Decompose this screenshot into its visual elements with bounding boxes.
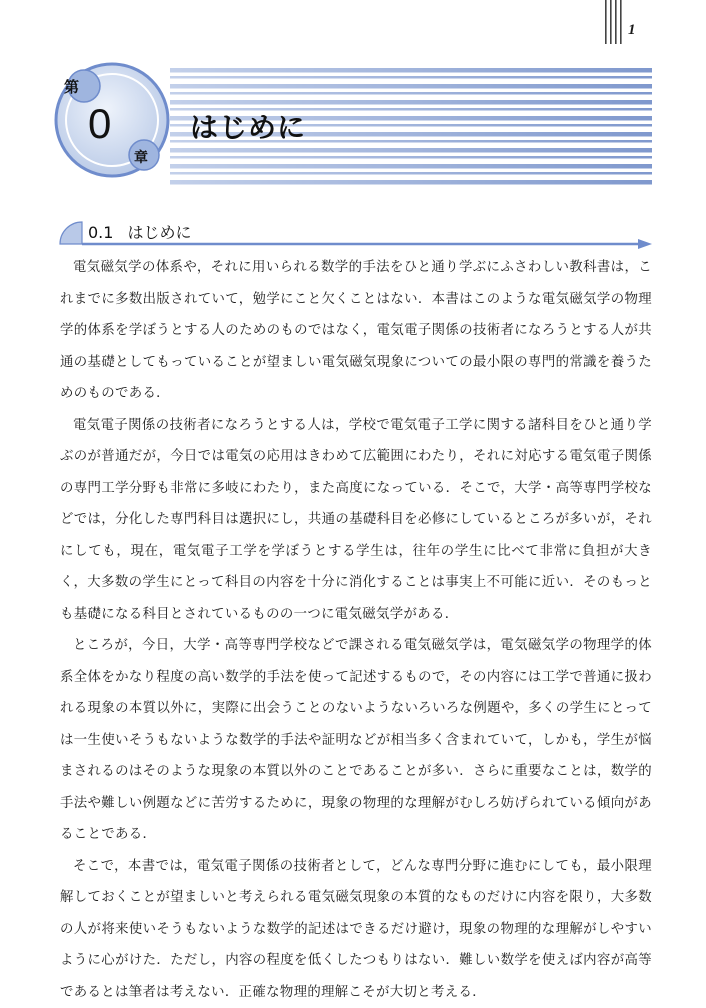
banner-stripe <box>170 164 652 169</box>
chapter-prefix: 第 <box>64 76 79 97</box>
page-number: 1 <box>628 22 636 39</box>
chapter-banner <box>52 58 652 198</box>
paragraph: ところが，今日，大学・高等専門学校などで課される電気磁気学は，電気磁気学の物理学的体系全体をかなり程度の高い数学的手法を使って記述するもので，その内容には工学で普通に扱われる現象の本質以外に，実際に出会うことのないようないろいろな例題や，多くの学生にとっては一生使いそうもないような数学的手法や証明などが相当多く含まれていて，しかも，学生が悩まされるのはそのような現象の本質以外のことであることが多い．さらに重要なことは，数学的手法や難しい例題などに苦労するために，現象の物理的な理解がむしろ妨げられている傾向があることである． <box>60 630 652 851</box>
paragraph: 電気電子関係の技術者になろうとする人は，学校で電気電子工学に関する諸科目をひと通り学ぶのが普通だが，今日では電気の応用はきわめて広範囲にわたり，それに対応する電気電子関係の専門工学分野も非常に多岐にわたり，また高度になっている．そこで，大学・高等専門学校などでは，分化した専門科目は選択にし，共通の基礎科目を必修にしているところが多いが，それにしても，現在，電気電子工学を学ぼうとする学生は，往年の学生に比べて非常に負担が大きく，大多数の学生にとって科目の内容を十分に消化することは事実上不可能に近い．そのもっとも基礎になる科目とされているものの一つに電気磁気学がある． <box>60 410 652 631</box>
section-title: はじめに <box>127 223 191 242</box>
banner-stripe <box>170 68 652 73</box>
paragraph: そこで，本書では，電気電子関係の技術者として，どんな専門分野に進むにしても，最小限理解しておくことが望ましいと考えられる電気磁気現象の本質的なものだけに内容を限り，大多数の人が将来使いそうもないような数学的記述はできるだけ避け，現象の物理的な理解がしやすいように心がけた．ただし，内容の程度を低くしたつもりはない．難しい数学を使えば内容が高等であるとは筆者は考えない．正確な物理的理解こそが大切と考える． <box>60 851 652 1008</box>
banner-stripe <box>170 76 652 79</box>
chapter-number: 0 <box>88 100 111 148</box>
banner-stripe <box>170 84 652 89</box>
paragraph: 電気磁気学の体系や，それに用いられる数学的手法をひと通り学ぶにふさわしい教科書は，これまでに多数出版されていて，勉学にこと欠くことはない．本書はこのような電気磁気学の物理学的体系を学ぼうとする人のためのものではなく，電気電子関係の技術者になろうとする人が共通の基礎としてもっていることが望ましい電気磁気現象についての最小限の専門的常識を養うためのものである． <box>60 252 652 410</box>
section-heading <box>88 220 205 243</box>
banner-stripe <box>170 100 652 105</box>
banner-stripe <box>170 148 652 153</box>
section-number: 0.1 <box>88 223 113 242</box>
banner-stripe <box>170 172 652 175</box>
banner-stripe <box>170 156 652 159</box>
body-text <box>60 252 652 1008</box>
banner-stripe <box>170 92 652 95</box>
banner-stripe <box>170 180 652 185</box>
chapter-title: はじめに <box>190 106 306 146</box>
page-edge-marks <box>605 0 625 44</box>
chapter-suffix: 章 <box>134 147 148 167</box>
